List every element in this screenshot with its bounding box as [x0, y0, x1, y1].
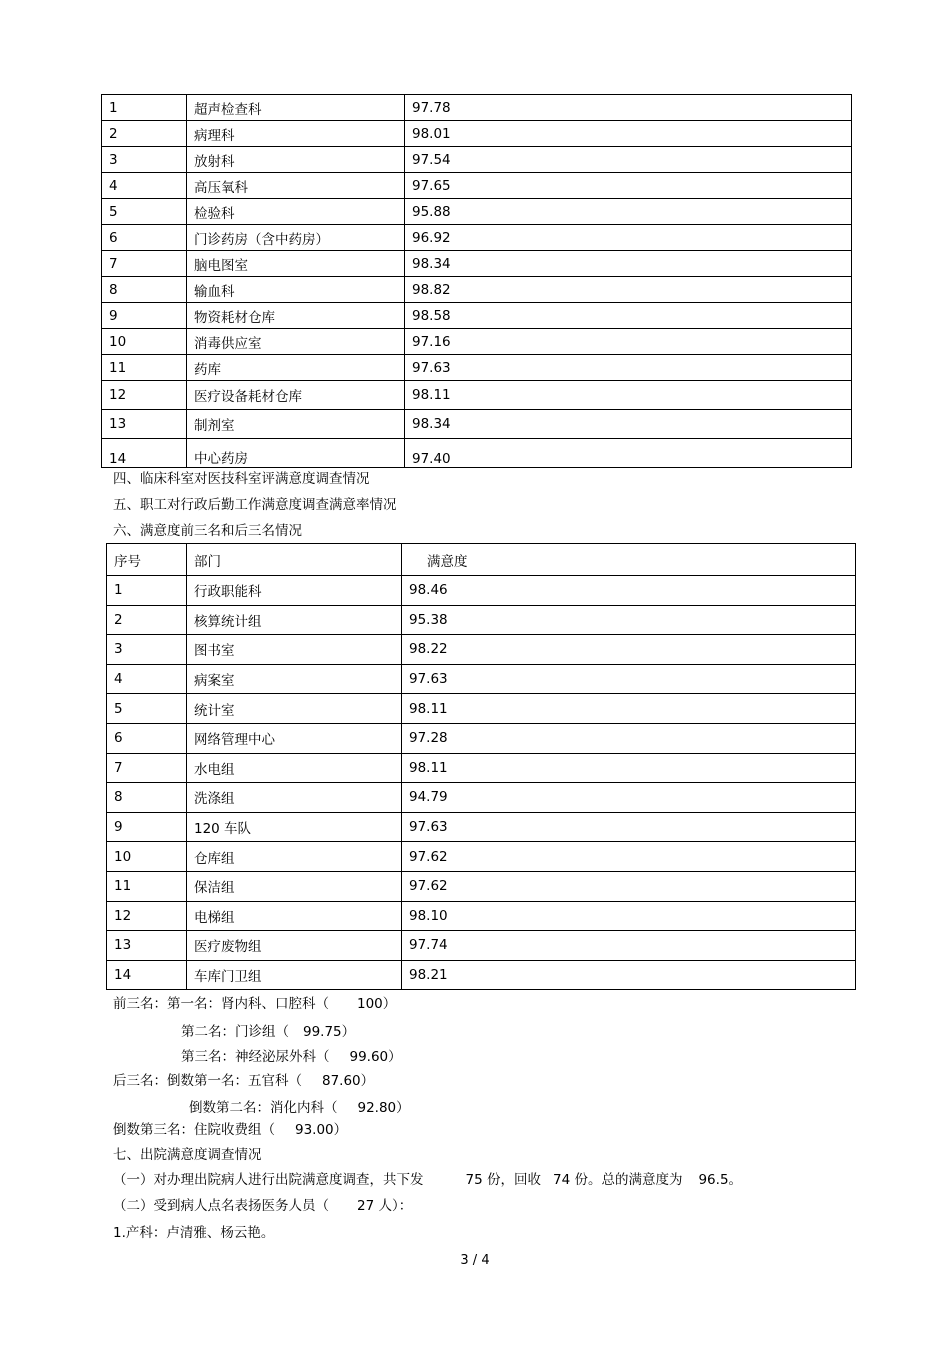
row-index: 1: [102, 95, 187, 121]
top-rank-1-label: 前三名：第一名：肾内科、口腔科（: [113, 996, 329, 1012]
row-department: 门诊药房（含中药房）: [187, 225, 405, 251]
row-index: 11: [102, 355, 187, 381]
row-satisfaction: 97.63: [405, 355, 852, 381]
row-satisfaction: 98.11: [405, 381, 852, 410]
table-row: [102, 381, 852, 410]
row-department: 图书室: [187, 635, 402, 665]
table-row: [107, 871, 856, 901]
table-row: [107, 783, 856, 813]
row-satisfaction: 98.82: [405, 277, 852, 303]
table-row: [102, 355, 852, 381]
row-department: 制剂室: [187, 410, 405, 439]
row-index: 9: [102, 303, 187, 329]
row-index: 6: [102, 225, 187, 251]
table-row: [107, 605, 856, 635]
discharge-overall-satisfaction: 96.5。: [698, 1172, 743, 1188]
discharge-survey-text: （一）对办理出院病人进行出院满意度调查，共下发: [113, 1172, 424, 1188]
table-row: [102, 95, 852, 121]
row-index: 1: [107, 576, 187, 606]
table-row: [102, 199, 852, 225]
table-row: [107, 812, 856, 842]
row-satisfaction: 98.22: [402, 635, 856, 665]
praised-staff-count: 27 人）：: [357, 1198, 413, 1214]
table-row: [107, 842, 856, 872]
section-7-heading: 七、出院满意度调查情况: [113, 1147, 262, 1163]
row-index: 5: [107, 694, 187, 724]
row-index: 14: [107, 960, 187, 990]
top-rank-1-value: 100）: [357, 996, 397, 1012]
praised-staff-line: [113, 1194, 412, 1214]
header-index: 序号: [107, 544, 187, 576]
row-satisfaction: 95.88: [405, 199, 852, 225]
row-index: 7: [107, 753, 187, 783]
row-satisfaction: 97.65: [405, 173, 852, 199]
section-4-heading: 四、临床科室对医技科室评满意度调查情况: [113, 471, 370, 487]
row-department: 脑电图室: [187, 251, 405, 277]
discharge-survey-line: [113, 1168, 742, 1188]
table-row: [107, 576, 856, 606]
row-satisfaction: 97.28: [402, 723, 856, 753]
row-satisfaction: 98.58: [405, 303, 852, 329]
admin-logistics-satisfaction-table: [106, 543, 856, 990]
praised-staff-label: （二）受到病人点名表扬医务人员（: [113, 1198, 329, 1214]
discharge-issued-count: 75 份，回收: [465, 1172, 541, 1188]
row-index: 11: [107, 871, 187, 901]
row-index: 10: [107, 842, 187, 872]
row-index: 13: [102, 410, 187, 439]
table-row: [107, 960, 856, 990]
row-satisfaction: 97.74: [402, 931, 856, 961]
row-department: 高压氧科: [187, 173, 405, 199]
table-row: [107, 664, 856, 694]
table-row: [107, 931, 856, 961]
row-department: 仓库组: [187, 842, 402, 872]
row-satisfaction: 98.34: [405, 251, 852, 277]
row-department: 水电组: [187, 753, 402, 783]
row-department: 核算统计组: [187, 605, 402, 635]
row-department: 医疗废物组: [187, 931, 402, 961]
table-row: [102, 439, 852, 468]
top-rank-3: [181, 1045, 402, 1065]
row-satisfaction: 98.21: [402, 960, 856, 990]
row-satisfaction: 94.79: [402, 783, 856, 813]
row-index: 8: [107, 783, 187, 813]
table-row: [102, 277, 852, 303]
row-department: 输血科: [187, 277, 405, 303]
top-rank-2: [181, 1020, 355, 1040]
row-department: 保洁组: [187, 871, 402, 901]
row-satisfaction: 97.63: [402, 812, 856, 842]
row-index: 2: [107, 605, 187, 635]
discharge-returned-count: 74 份。总的满意度为: [552, 1172, 683, 1188]
row-department: 120 车队: [187, 812, 402, 842]
table-row: [102, 251, 852, 277]
row-satisfaction: 97.78: [405, 95, 852, 121]
row-satisfaction: 97.54: [405, 147, 852, 173]
row-index: 3: [107, 635, 187, 665]
row-department: 药库: [187, 355, 405, 381]
table-row: [102, 173, 852, 199]
row-index: 5: [102, 199, 187, 225]
table-row: [102, 329, 852, 355]
row-index: 12: [102, 381, 187, 410]
row-department: 检验科: [187, 199, 405, 225]
table-row: [102, 225, 852, 251]
bottom-rank-2-value: 92.80）: [357, 1100, 410, 1116]
row-index: 8: [102, 277, 187, 303]
row-satisfaction: 97.63: [402, 664, 856, 694]
row-index: 12: [107, 901, 187, 931]
row-index: 2: [102, 121, 187, 147]
table-row: [102, 147, 852, 173]
row-index: 14: [102, 439, 187, 468]
row-department: 中心药房: [187, 439, 405, 468]
row-satisfaction: 98.11: [402, 694, 856, 724]
row-satisfaction: 98.11: [402, 753, 856, 783]
row-satisfaction: 95.38: [402, 605, 856, 635]
section-6-heading: 六、满意度前三名和后三名情况: [113, 523, 302, 539]
row-index: 10: [102, 329, 187, 355]
row-department: 放射科: [187, 147, 405, 173]
row-department: 网络管理中心: [187, 723, 402, 753]
row-satisfaction: 97.62: [402, 871, 856, 901]
row-department: 洗涤组: [187, 783, 402, 813]
row-index: 4: [107, 664, 187, 694]
row-index: 4: [102, 173, 187, 199]
row-satisfaction: 97.62: [402, 842, 856, 872]
row-satisfaction: 98.46: [402, 576, 856, 606]
table-header-row: [107, 544, 856, 576]
top-rank-3-value: 99.60）: [349, 1049, 402, 1065]
top-rank-1: [113, 992, 396, 1012]
bottom-rank-2: [189, 1096, 410, 1116]
row-satisfaction: 98.01: [405, 121, 852, 147]
header-satisfaction: 满意度: [402, 544, 856, 576]
top-rank-3-label: 第三名：神经泌尿外科（: [181, 1049, 330, 1065]
table-row: [107, 635, 856, 665]
bottom-rank-2-label: 倒数第二名：消化内科（: [189, 1100, 338, 1116]
row-department: 超声检查科: [187, 95, 405, 121]
row-index: 9: [107, 812, 187, 842]
row-department: 电梯组: [187, 901, 402, 931]
row-department: 车库门卫组: [187, 960, 402, 990]
section-5-heading: 五、职工对行政后勤工作满意度调查满意率情况: [113, 497, 397, 513]
row-department: 行政职能科: [187, 576, 402, 606]
table-row: [102, 410, 852, 439]
praised-staff-item: 1.产科：卢清雅、杨云艳。: [113, 1225, 275, 1241]
row-satisfaction: 97.40: [405, 439, 852, 468]
top-rank-2-label: 第二名：门诊组（: [181, 1024, 289, 1040]
row-department: 病案室: [187, 664, 402, 694]
bottom-rank-3: [113, 1118, 347, 1138]
department-satisfaction-table-1: [101, 94, 852, 468]
bottom-rank-1-value: 87.60）: [322, 1073, 375, 1089]
row-satisfaction: 97.16: [405, 329, 852, 355]
table-row: [107, 723, 856, 753]
bottom-rank-3-label: 倒数第三名：住院收费组（: [113, 1122, 275, 1138]
row-department: 物资耗材仓库: [187, 303, 405, 329]
top-rank-2-value: 99.75）: [303, 1024, 356, 1040]
table-row: [107, 694, 856, 724]
table-row: [102, 303, 852, 329]
bottom-rank-1: [113, 1069, 374, 1089]
row-satisfaction: 96.92: [405, 225, 852, 251]
row-department: 医疗设备耗材仓库: [187, 381, 405, 410]
row-department: 病理科: [187, 121, 405, 147]
row-index: 13: [107, 931, 187, 961]
header-department: 部门: [187, 544, 402, 576]
table-row: [107, 753, 856, 783]
row-satisfaction: 98.10: [402, 901, 856, 931]
bottom-rank-1-label: 后三名：倒数第一名：五官科（: [113, 1073, 302, 1089]
row-index: 3: [102, 147, 187, 173]
bottom-rank-3-value: 93.00）: [295, 1122, 348, 1138]
table-row: [102, 121, 852, 147]
row-department: 消毒供应室: [187, 329, 405, 355]
row-index: 7: [102, 251, 187, 277]
row-department: 统计室: [187, 694, 402, 724]
row-index: 6: [107, 723, 187, 753]
row-satisfaction: 98.34: [405, 410, 852, 439]
page-number: 3 / 4: [460, 1253, 490, 1268]
table-row: [107, 901, 856, 931]
